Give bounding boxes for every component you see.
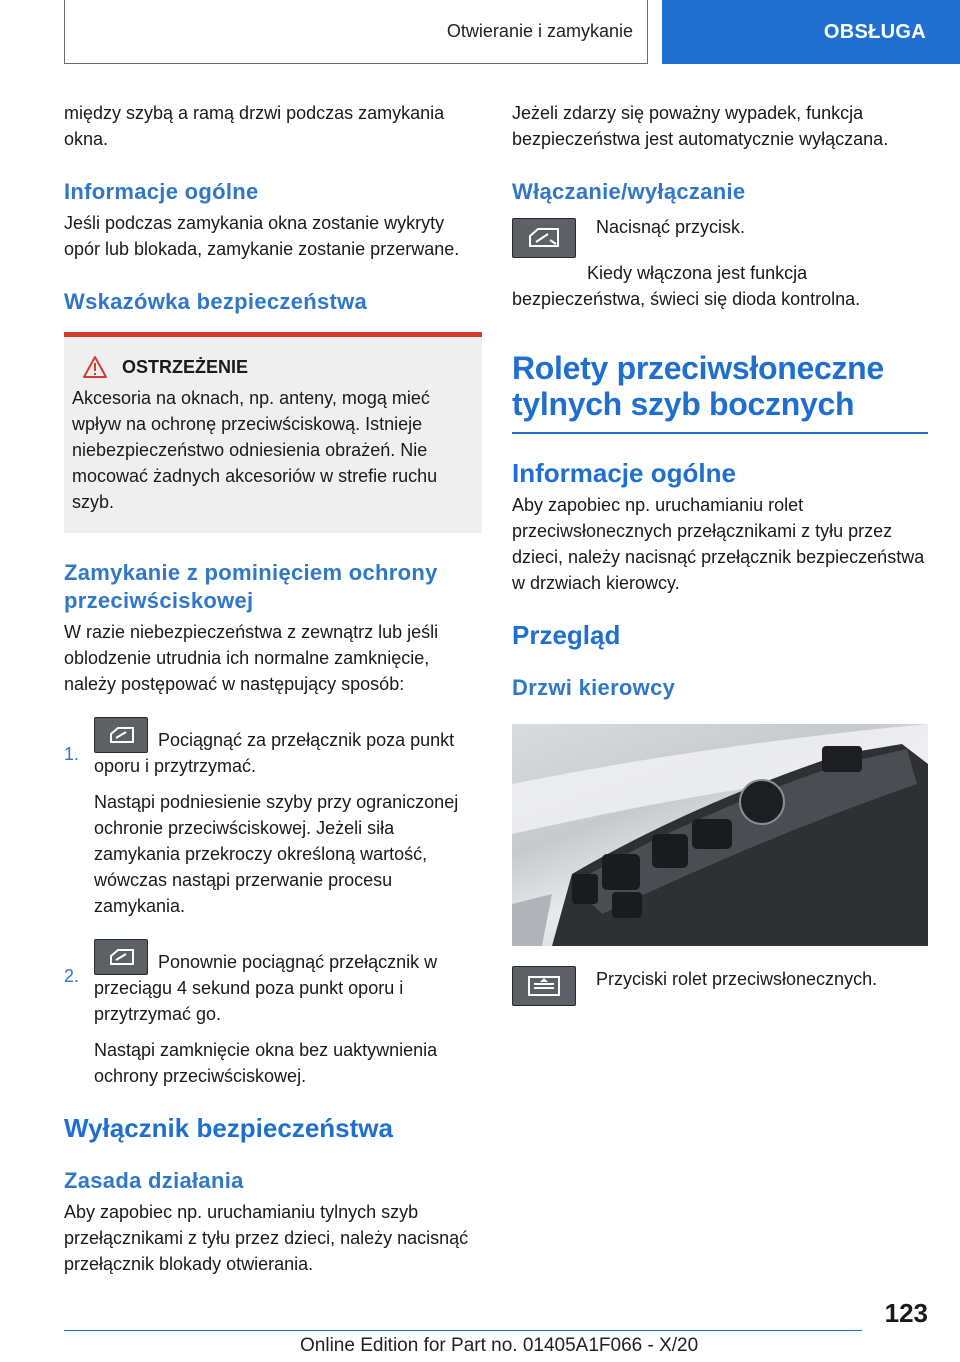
heading-safety-note: Wskazówka bezpieczeństwa (64, 289, 368, 314)
principle-text: Aby zapobiec np. uruchamianiu tylnych szyb przełącznikami z tyłu przez dzieci, należy nacisnąć przełącznik blokady otwierania. (64, 1202, 469, 1274)
heading-principle: Zasada działania (64, 1168, 244, 1193)
press-text: Nacisnąć przycisk. (596, 217, 746, 237)
sun-blind-button-icon (512, 966, 576, 1006)
step-1-result: Nastąpi podniesienie szyby przy ograniczonej ochronie przeciwściskowej. Jeżeli siła zamykania przekroczy określoną wartość, wówczas nastąpi przerwanie procesu zamykania. (94, 792, 459, 916)
section-title: OBSŁUGA (823, 20, 926, 43)
blind-buttons-text: Przyciski rolet przeciwsłonecznych. (596, 969, 878, 989)
heading-safety-switch: Wyłącznik bezpieczeństwa (64, 1113, 393, 1143)
step-2 (64, 939, 482, 1089)
accident-text: Jeżeli zdarzy się poważny wypadek, funkcja bezpieczeństwa jest automatycznie wyłączana. (512, 103, 889, 149)
left-column (64, 100, 482, 1277)
warning-box (64, 332, 482, 533)
chapter-title: Otwieranie i zamykanie (446, 21, 633, 41)
driver-door-photo (512, 724, 928, 946)
blinds-info-text: Aby zapobiec np. uruchamianiu rolet przeciwsłonecznych przełącznikami z tyłu przez dzieci, należy nacisnąć przełącznik bezpieczeństwa w drzwiach kierowcy. (512, 495, 925, 593)
step-1 (64, 717, 482, 919)
intro-text: między szybą a ramą drzwi podczas zamykania okna. (64, 103, 445, 149)
footer-edition: Online Edition for Part no. 01405A1F066 - X/20 (300, 1335, 699, 1356)
step-number: 1. (64, 744, 80, 764)
door-panel-illustration (512, 724, 928, 946)
step-number: 2. (64, 966, 80, 986)
heading-sun-blinds: Rolety przeciwsłoneczne tylnych szyb bocznych (512, 350, 884, 422)
page-number: 123 (884, 1298, 928, 1328)
heading-on-off: Włączanie/wyłączanie (512, 179, 746, 204)
general-info-text: Jeśli podczas zamykania okna zostanie wykryty opór lub blokada, zamykanie zostanie przerwane. (64, 213, 460, 259)
close-bypass-text: W razie niebezpieczeństwa z zewnątrz lub jeśli oblodzenie utrudnia ich normalne zamknięcie, należy postępować w następujący sposób: (64, 622, 439, 694)
warning-title: OSTRZEŻENIE (122, 356, 249, 377)
window-switch-icon (94, 939, 148, 975)
press-button-block (512, 214, 928, 258)
heading-general-info-2: Informacje ogólne (512, 458, 736, 488)
heading-close-bypass: Zamykanie z pominięciem ochrony przeciwściskowej (64, 560, 438, 613)
heading-overview: Przegląd (512, 620, 621, 650)
heading-driver-door: Drzwi kierowcy (512, 675, 676, 700)
warning-triangle-icon (82, 355, 108, 379)
warning-text: Akcesoria na oknach, np. anteny, mogą mieć wpływ na ochronę przeciwściskową. Istnieje niebezpieczeństwo odniesienia obrażeń. Nie mocować żadnych akcesoriów w strefie ruchu szyb. (72, 388, 438, 512)
led-text: Kiedy włączona jest funkcja bezpieczeństwa, świeci się dioda kontrolna. (512, 263, 861, 309)
right-column (512, 100, 928, 1006)
step-2-result: Nastąpi zamknięcie okna bez uaktywnienia ochrony przeciwściskowej. (94, 1040, 438, 1086)
divider (512, 432, 928, 434)
warning-header (72, 355, 474, 379)
blind-buttons-legend (512, 966, 928, 1006)
section-header (662, 0, 960, 64)
chapter-header (64, 0, 648, 64)
heading-general-info: Informacje ogólne (64, 179, 259, 204)
step-2-instruction: Ponownie pociągnąć przełącznik w przeciągu 4 sekund poza punkt oporu i przytrzymać go. (94, 952, 438, 1024)
footer-divider (64, 1330, 862, 1331)
window-switch-icon (94, 717, 148, 753)
child-lock-button-icon (512, 218, 576, 258)
step-1-instruction: Pociągnąć za przełącznik poza punkt oporu i przytrzymać. (94, 730, 455, 776)
